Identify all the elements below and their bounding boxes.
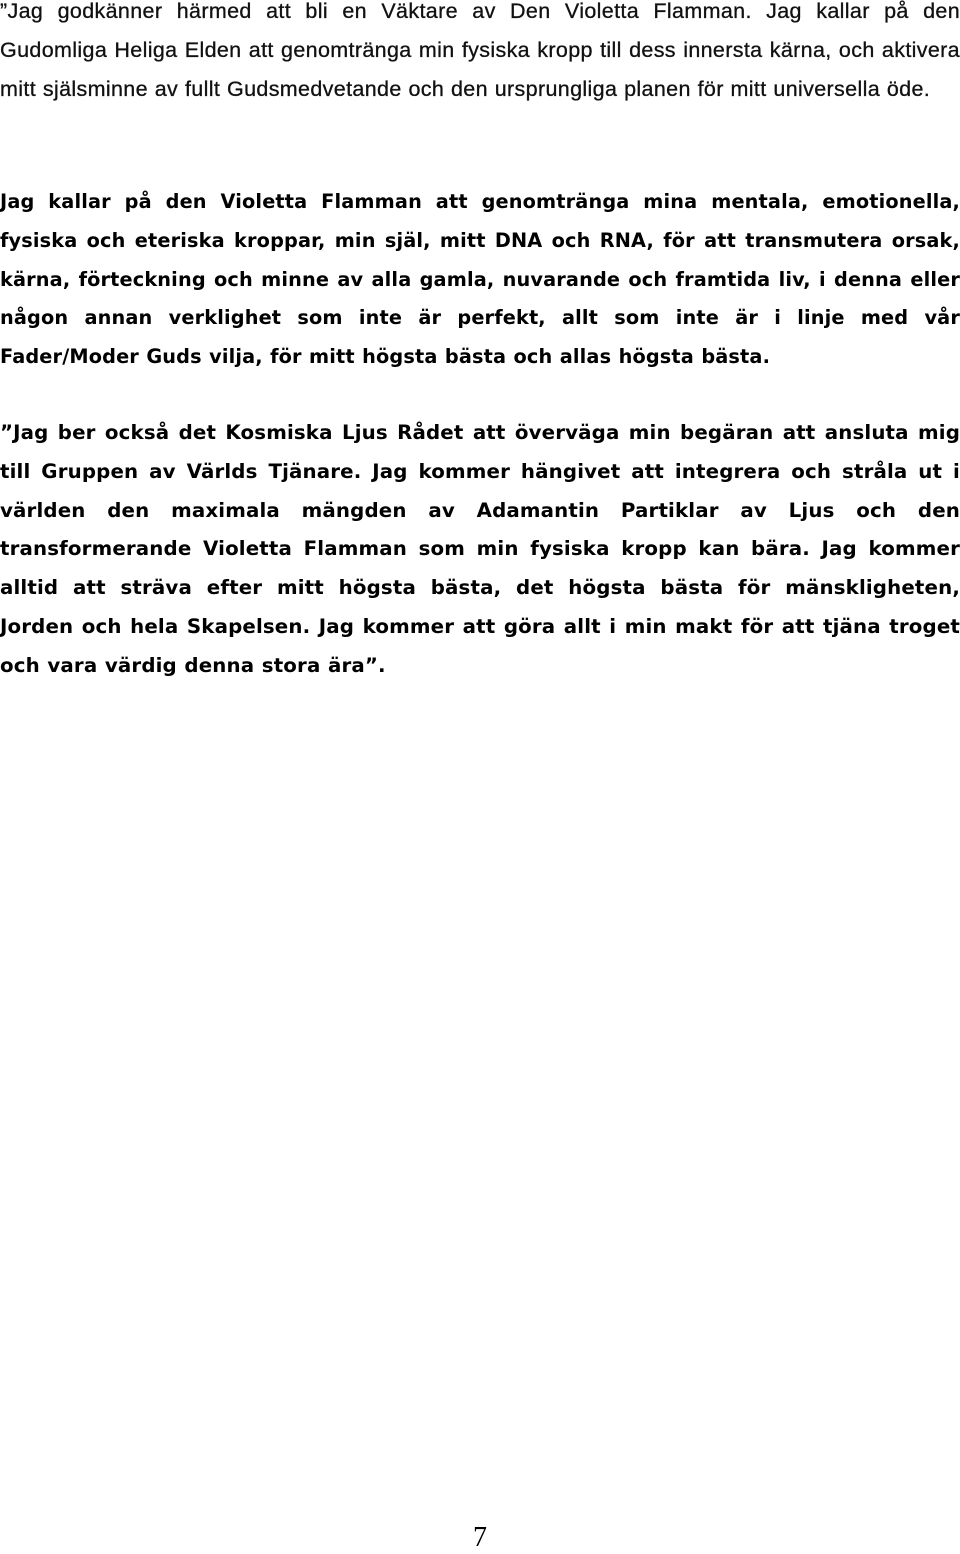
paragraph-violet-flame-invocation: Jag kallar på den Violetta Flamman att genomtränga mina mentala, emotionella, fysiska och eteriska kroppar, min själ, mitt DNA och RNA, för att transmutera orsak, kärna, förteckning och minne av alla gamla, nuvarande och framtida liv, i denna eller någon annan verklighet som inte är perfekt, allt som inte är i linje med vår Fader/Moder Guds vilja, för mitt högsta bästa och allas högsta bästa. <box>0 190 960 369</box>
page-number: 7 <box>473 1522 487 1553</box>
paragraph-council-request: ”Jag ber också det Kosmiska Ljus Rådet att överväga min begäran att ansluta mig till Gruppen av Världs Tjänare. Jag kommer hängivet att integrera och stråla ut i världen den maximala mängden av Adamantin Partiklar av Ljus och den transformerande Violetta Flamman som min fysiska kropp kan bära. Jag kommer alltid att sträva efter mitt högsta bästa, det högsta bästa för mänskligheten, Jorden och hela Skapelsen. Jag kommer att göra allt i min makt för att tjäna troget och vara värdig denna stora ära”. <box>0 421 960 677</box>
paragraph-guardian-vow: ”Jag godkänner härmed att bli en Väktare av Den Violetta Flamman. Jag kallar på den Gudomliga Heliga Elden att genomtränga min fysiska kropp till dess innersta kärna, och aktivera mitt själsminne av fullt Gudsmedvetande och den ursprungliga planen för mitt universella öde. <box>0 0 960 101</box>
